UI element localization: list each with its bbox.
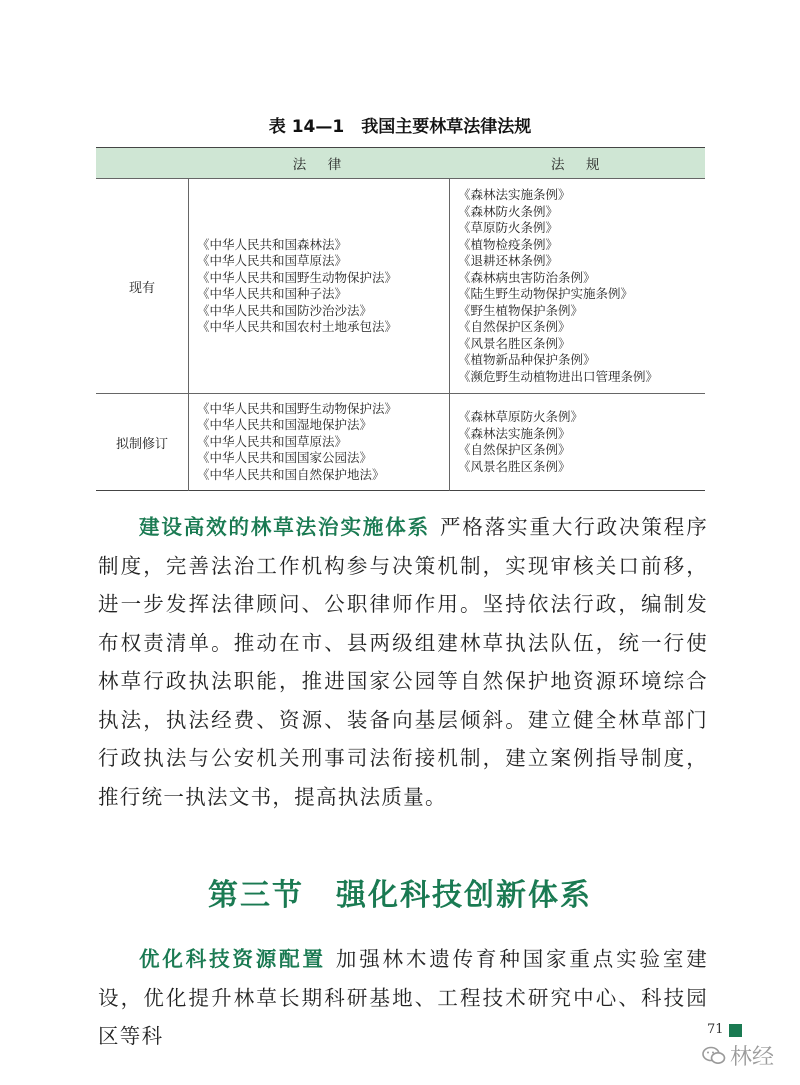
table-header-row bbox=[96, 148, 705, 179]
laws-cell bbox=[189, 179, 450, 394]
paragraph-lead: 建设高效的林草法治实施体系 bbox=[139, 515, 430, 539]
list-item: 《中华人民共和国野生动物保护法》 bbox=[197, 269, 398, 285]
list-item: 《风景名胜区条例》 bbox=[458, 335, 571, 351]
page-number: 71 bbox=[707, 1022, 724, 1037]
wechat-icon bbox=[702, 1046, 726, 1066]
list-item: 《中华人民共和国湿地保护法》 bbox=[197, 417, 373, 433]
list-item: 《森林病虫害防治条例》 bbox=[458, 269, 596, 285]
watermark-text: 林经 bbox=[730, 1045, 775, 1070]
list-item: 《陆生野生动物保护实施条例》 bbox=[458, 286, 634, 301]
list-item: 《中华人民共和国草原法》 bbox=[197, 433, 348, 449]
paragraph-legal-system bbox=[98, 508, 708, 816]
header-laws: 法 律 bbox=[189, 148, 450, 179]
row-category: 拟制修订 bbox=[115, 436, 168, 452]
paragraph-tech-resources bbox=[98, 940, 708, 1056]
row-category: 现有 bbox=[96, 179, 189, 394]
laws-cell bbox=[189, 394, 450, 491]
list-item: 《草原防火条例》 bbox=[458, 220, 559, 235]
paragraph-text: 加强林木遗传育种国家重点实验室建设，优化提升林草长期科研基地、工程技术研究中心、科技园区等科 bbox=[98, 947, 708, 1048]
list-item: 《野生植物保护条例》 bbox=[458, 302, 584, 318]
header-category bbox=[96, 148, 189, 179]
regulations-cell bbox=[450, 179, 706, 394]
laws-regulations-table bbox=[96, 147, 705, 491]
table-row-current bbox=[96, 179, 705, 394]
list-item: 《植物新品种保护条例》 bbox=[458, 352, 596, 367]
table-row-revise bbox=[96, 394, 705, 491]
list-item: 《中华人民共和国野生动物保护法》 bbox=[197, 400, 398, 416]
list-item: 《自然保护区条例》 bbox=[458, 319, 571, 334]
list-item: 《中华人民共和国防沙治沙法》 bbox=[197, 302, 373, 318]
list-item: 《自然保护区条例》 bbox=[458, 442, 571, 457]
paragraph-text: 严格落实重大行政决策程序制度，完善法治工作机构参与决策机制，实现审核关口前移，进一步发挥法律顾问、公职律师作用。坚持依法行政，编制发布权责清单。推动在市、县两级组建林草执法队伍，统一行使林草行政执法职能，推进国家公园等自然保护地资源环境综合执法，执法经费、资源、装备向基层倾斜。建立健全林草部门行政执法与公安机关刑事司法衔接机制，建立案例指导制度，推行统一执法文书，提高执法质量。 bbox=[98, 515, 708, 809]
list-item: 《濒危野生动植物进出口管理条例》 bbox=[458, 368, 659, 384]
list-item: 《中华人民共和国国家公园法》 bbox=[197, 450, 373, 466]
wechat-watermark bbox=[702, 1040, 774, 1071]
list-item: 《中华人民共和国种子法》 bbox=[197, 286, 348, 301]
list-item: 《风景名胜区条例》 bbox=[458, 458, 571, 474]
page-marker-square bbox=[729, 1024, 742, 1037]
list-item: 《森林防火条例》 bbox=[458, 203, 559, 219]
list-item: 《中华人民共和国草原法》 bbox=[197, 253, 348, 268]
list-item: 《植物检疫条例》 bbox=[458, 236, 559, 252]
section-title: 第三节 强化科技创新体系 bbox=[208, 878, 592, 913]
header-regulations: 法 规 bbox=[450, 148, 706, 179]
list-item: 《森林法实施条例》 bbox=[458, 187, 571, 202]
table-caption: 表 14—1 我国主要林草法律法规 bbox=[268, 117, 532, 137]
regulations-cell bbox=[450, 394, 706, 491]
list-item: 《中华人民共和国农村土地承包法》 bbox=[197, 319, 398, 334]
list-item: 《森林法实施条例》 bbox=[458, 425, 571, 441]
paragraph-lead: 优化科技资源配置 bbox=[139, 947, 326, 971]
list-item: 《退耕还林条例》 bbox=[458, 253, 559, 268]
list-item: 《中华人民共和国自然保护地法》 bbox=[197, 466, 385, 482]
list-item: 《森林草原防火条例》 bbox=[458, 409, 584, 424]
list-item: 《中华人民共和国森林法》 bbox=[197, 236, 348, 252]
